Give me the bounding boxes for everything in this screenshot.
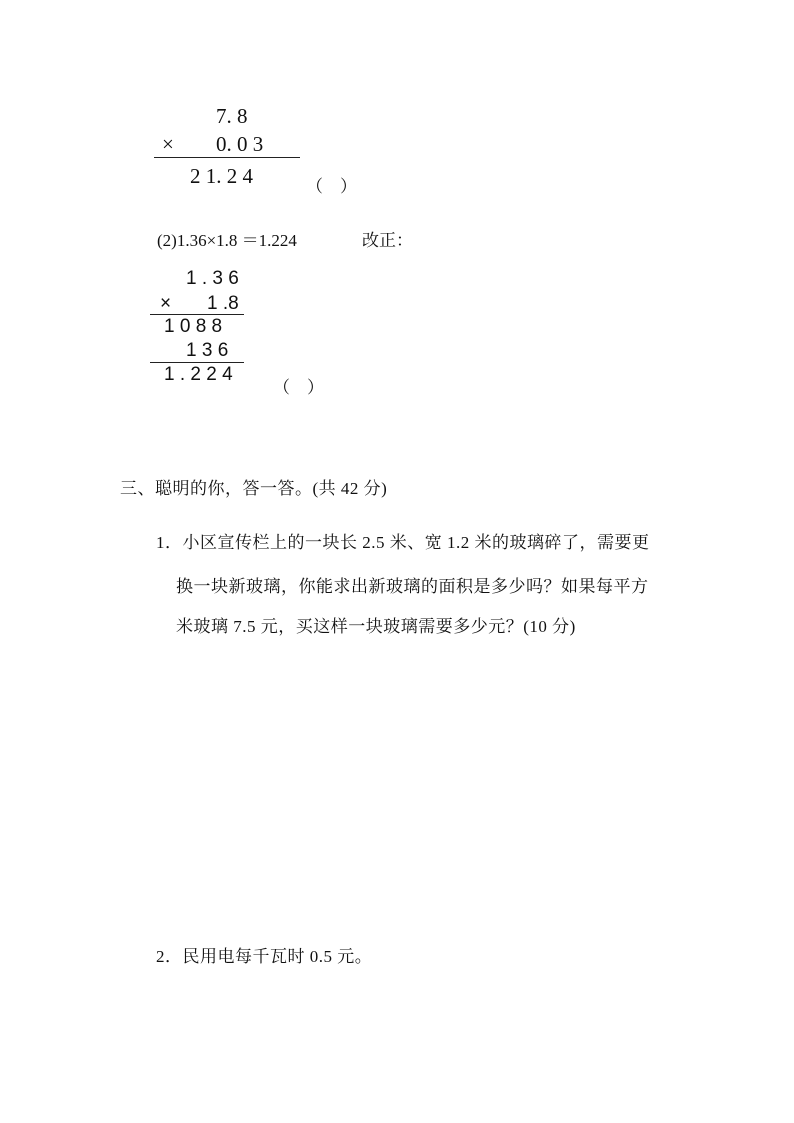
calc2-result: 1 . 2 2 4 — [164, 364, 233, 385]
answer-space-q1[interactable] — [150, 650, 670, 920]
calc2-row2: 1 .8 — [207, 293, 239, 314]
correction-label: 改正： — [362, 231, 413, 250]
q1-line1: 1．小区宣传栏上的一块长 2.5 米、宽 1.2 米的玻璃碎了，需要更 — [156, 533, 650, 552]
calc2-judge-parens[interactable]: （ ） — [273, 378, 324, 397]
q1-line3: 米玻璃 7.5 元，买这样一块玻璃需要多少元？(10 分) — [176, 617, 576, 636]
q2-line1: 2．民用电每千瓦时 0.5 元。 — [156, 947, 373, 966]
calc1-line — [154, 157, 300, 158]
q1-line2: 换一块新玻璃，你能求出新玻璃的面积是多少吗？如果每平方 — [176, 577, 649, 596]
calc1-judge-parens[interactable]: （ ） — [306, 177, 357, 196]
calc1-row1: 7. 8 — [216, 104, 248, 128]
problem2-label: (2)1.36×1.8 ＝1.224 — [157, 231, 297, 250]
calc2-row1: 1 . 3 6 — [186, 268, 239, 289]
calc2-partial1: 1 0 8 8 — [164, 316, 223, 337]
calc2-sign: × — [160, 293, 172, 314]
calc2-line2 — [150, 362, 244, 363]
calc1-result: 2 1. 2 4 — [190, 164, 253, 188]
calc2-partial2: 1 3 6 — [186, 340, 229, 361]
calc2-line1 — [150, 314, 244, 315]
calc1-row2: 0. 0 3 — [216, 132, 264, 156]
calc1-sign: × — [162, 132, 174, 156]
section3-heading: 三、聪明的你，答一答。(共 42 分) — [120, 479, 388, 498]
